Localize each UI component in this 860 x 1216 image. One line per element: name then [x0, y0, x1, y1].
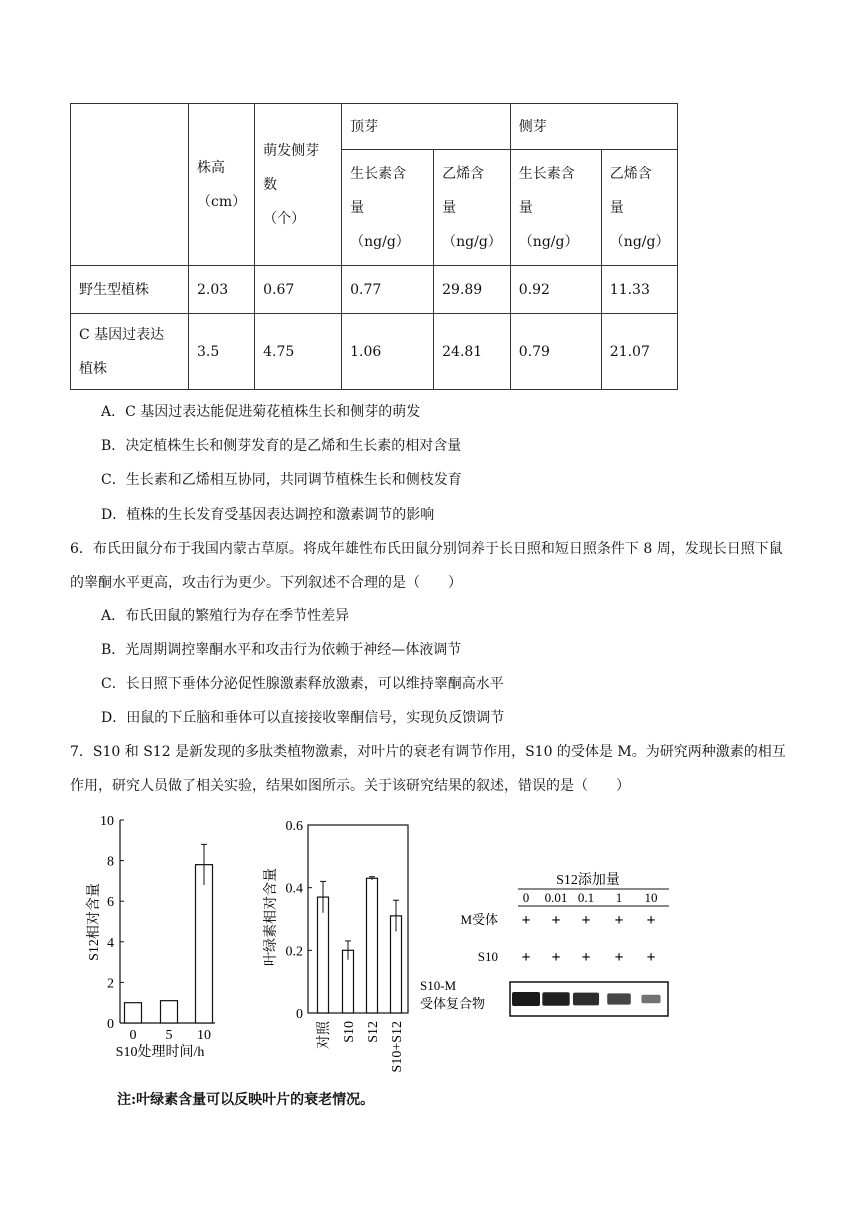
blot-figure — [414, 866, 679, 1030]
blot-band — [607, 993, 631, 1004]
blot-dose-labels — [523, 890, 658, 905]
blot-dose-label: 1 — [615, 890, 623, 905]
x-axis-label: S10处理时间/h — [115, 1045, 205, 1060]
header-height — [189, 104, 255, 266]
blot-band — [542, 992, 569, 1006]
q6-stem-text: 6．布氏田鼠分布于我国内蒙古草原。将成年雄性布氏田鼠分别饲养于长日照和短日照条件下 8 周，发现长日照下鼠的睾酮水平更高，攻击行为更少。下列叙述不合理的是（ ） — [70, 541, 783, 591]
blot-plus-sign: + — [581, 949, 591, 966]
blot-plus-sign: + — [521, 949, 531, 966]
q6-option-d: D．田鼠的下丘脑和垂体可以直接接收睾酮信号，实现负反馈调节 — [101, 710, 505, 726]
blot-plus-sign: + — [646, 912, 656, 929]
header-text: 量 — [609, 199, 624, 216]
x-tick-label: 10 — [197, 1028, 211, 1043]
blot-title: S12添加量 — [556, 873, 620, 888]
cell-lateral-auxin: 0.92 — [510, 266, 601, 314]
header-apical-bud: 顶芽 — [342, 104, 511, 150]
blot-dose-label: 0.1 — [577, 890, 595, 905]
blot-plus-sign: + — [521, 912, 531, 929]
header-text: 生长素含 — [350, 165, 407, 182]
blot-s10-plus-row — [521, 949, 655, 966]
blot-plus-sign: + — [551, 949, 561, 966]
row-name-line-2: 植株 — [79, 360, 107, 377]
header-text: 生长素含 — [518, 165, 575, 182]
header-sprouts-unit: （个） — [263, 210, 306, 227]
y-tick-label: 2 — [107, 976, 114, 992]
y-tick-label: 0.4 — [285, 881, 303, 897]
header-unit: （ng/g） — [518, 233, 579, 250]
table-corner-cell — [71, 104, 189, 266]
y-tick-label: 0.6 — [285, 819, 303, 834]
blot-plus-sign: + — [646, 949, 656, 966]
header-lateral-auxin — [510, 150, 601, 266]
blot-plus-sign: + — [581, 912, 591, 929]
header-unit: （ng/g） — [442, 233, 502, 250]
y-tick-label: 10 — [100, 814, 114, 829]
header-sprouts-label-2: 数 — [263, 176, 278, 193]
blot-plus-sign: + — [614, 949, 624, 966]
blot-band — [573, 993, 599, 1006]
header-lateral-ethylene — [601, 150, 678, 266]
blot-dose-label: 10 — [644, 890, 658, 905]
blot-band — [641, 995, 660, 1004]
q6-option-a: A．布氏田鼠的繁殖行为存在季节性差异 — [101, 608, 350, 624]
y-tick-label: 0 — [296, 1007, 303, 1022]
row-name: 野生型植株 — [71, 266, 189, 314]
header-text: 量 — [442, 199, 457, 216]
x-tick-label: S12 — [366, 1021, 381, 1043]
y-tick-label: 8 — [107, 854, 114, 870]
header-apical-auxin — [342, 150, 434, 266]
cell-apical-ethylene: 29.89 — [434, 266, 511, 314]
blot-bands — [512, 992, 661, 1006]
table-row — [71, 266, 678, 314]
x-tick-label: 对照 — [317, 1021, 332, 1049]
blot-m-plus-row — [521, 912, 655, 929]
blot-m-label: M受体 — [460, 912, 498, 927]
blot-plus-sign: + — [614, 912, 624, 929]
blot-dose-label: 0.01 — [544, 890, 568, 905]
header-lateral-bud: 侧芽 — [510, 104, 678, 150]
header-text: 量 — [350, 199, 365, 216]
bar — [318, 897, 329, 1013]
cell-sprouts: 0.67 — [255, 266, 342, 314]
bar — [367, 878, 378, 1013]
header-apical-ethylene — [434, 150, 511, 266]
header-text: 量 — [518, 199, 533, 216]
row-name-line-1: C 基因过表达 — [79, 326, 165, 343]
cell-apical-ethylene: 24.81 — [434, 314, 511, 390]
cell-height: 3.5 — [189, 314, 255, 390]
chart-s12-svg — [78, 812, 248, 1062]
cell-lateral-ethylene: 11.33 — [601, 266, 678, 314]
x-tick-label: 0 — [129, 1028, 137, 1043]
blot-dose-label: 0 — [522, 890, 530, 905]
blot-band — [512, 992, 540, 1006]
chart-s12-content — [78, 812, 248, 1066]
q5-option-d: D．植株的生长发育受基因表达调控和激素调节的影响 — [101, 507, 435, 523]
figure-note: 注:叶绿素含量可以反映叶片的衰老情况。 — [117, 1092, 375, 1108]
x-tick-label: S10+S12 — [390, 1021, 405, 1073]
table-header-row — [71, 104, 678, 150]
q6-option-c: C．长日照下垂体分泌促性腺激素释放激素，可以维持睾酮高水平 — [101, 676, 504, 692]
cell-sprouts: 4.75 — [255, 314, 342, 390]
bar — [125, 1003, 142, 1023]
header-text: 乙烯含 — [609, 165, 652, 182]
bar — [161, 1001, 178, 1023]
bar — [196, 865, 213, 1023]
cell-height: 2.03 — [189, 266, 255, 314]
q7-stem — [70, 735, 792, 803]
q6-stem — [70, 532, 792, 600]
q5-option-b: B．决定植株生长和侧芽发育的是乙烯和生长素的相对含量 — [101, 438, 462, 454]
header-unit: （ng/g） — [609, 233, 670, 250]
blot-plus-sign: + — [551, 912, 561, 929]
x-tick-label: S10 — [342, 1021, 357, 1043]
cell-apical-auxin: 0.77 — [342, 266, 434, 314]
blot-complex-label-1: S10-M — [420, 978, 457, 993]
x-tick-label: 5 — [165, 1028, 173, 1043]
header-sprouts — [255, 104, 342, 266]
cell-lateral-ethylene: 21.07 — [601, 314, 678, 390]
blot-s10-label: S10 — [477, 949, 498, 964]
q5-option-a: A．C 基因过表达能促进菊花植株生长和侧芽的萌发 — [101, 404, 421, 420]
table-row — [71, 314, 678, 390]
y-axis-label: 叶绿素相对含量 — [264, 868, 279, 966]
cell-apical-auxin: 1.06 — [342, 314, 434, 390]
blot-complex-label-2: 受体复合物 — [420, 996, 486, 1011]
q7-stem-text: 7．S10 和 S12 是新发现的多肽类植物激素，对叶片的衰老有调节作用，S10 的受体是 M。为研究两种激素的相互作用，研究人员做了相关实验，结果如图所示。关于该研究结果的叙述，错误的是（ ） — [70, 744, 786, 794]
header-sprouts-label-1: 萌发侧芽 — [263, 142, 320, 159]
data-table — [70, 103, 678, 390]
y-tick-label: 0.2 — [285, 944, 303, 960]
cell-lateral-auxin: 0.79 — [510, 314, 601, 390]
header-text: 乙烯含 — [442, 165, 485, 182]
header-height-unit: （cm） — [197, 193, 247, 210]
q5-option-c: C．生长素和乙烯相互协同，共同调节植株生长和侧枝发育 — [101, 472, 462, 488]
y-axis-label: S12相对含量 — [87, 883, 102, 961]
y-tick-label: 0 — [107, 1017, 114, 1032]
y-tick-label: 6 — [107, 895, 114, 911]
chart-chlorophyll — [258, 815, 428, 1094]
row-name — [71, 314, 189, 390]
chart-chlorophyll-svg — [258, 815, 428, 1090]
blot-svg — [414, 866, 679, 1026]
y-tick-label: 4 — [107, 935, 114, 951]
header-height-label: 株高 — [197, 159, 225, 176]
q6-option-b: B．光周期调控睾酮水平和攻击行为依赖于神经—体液调节 — [101, 642, 462, 658]
header-unit: （ng/g） — [350, 233, 410, 250]
